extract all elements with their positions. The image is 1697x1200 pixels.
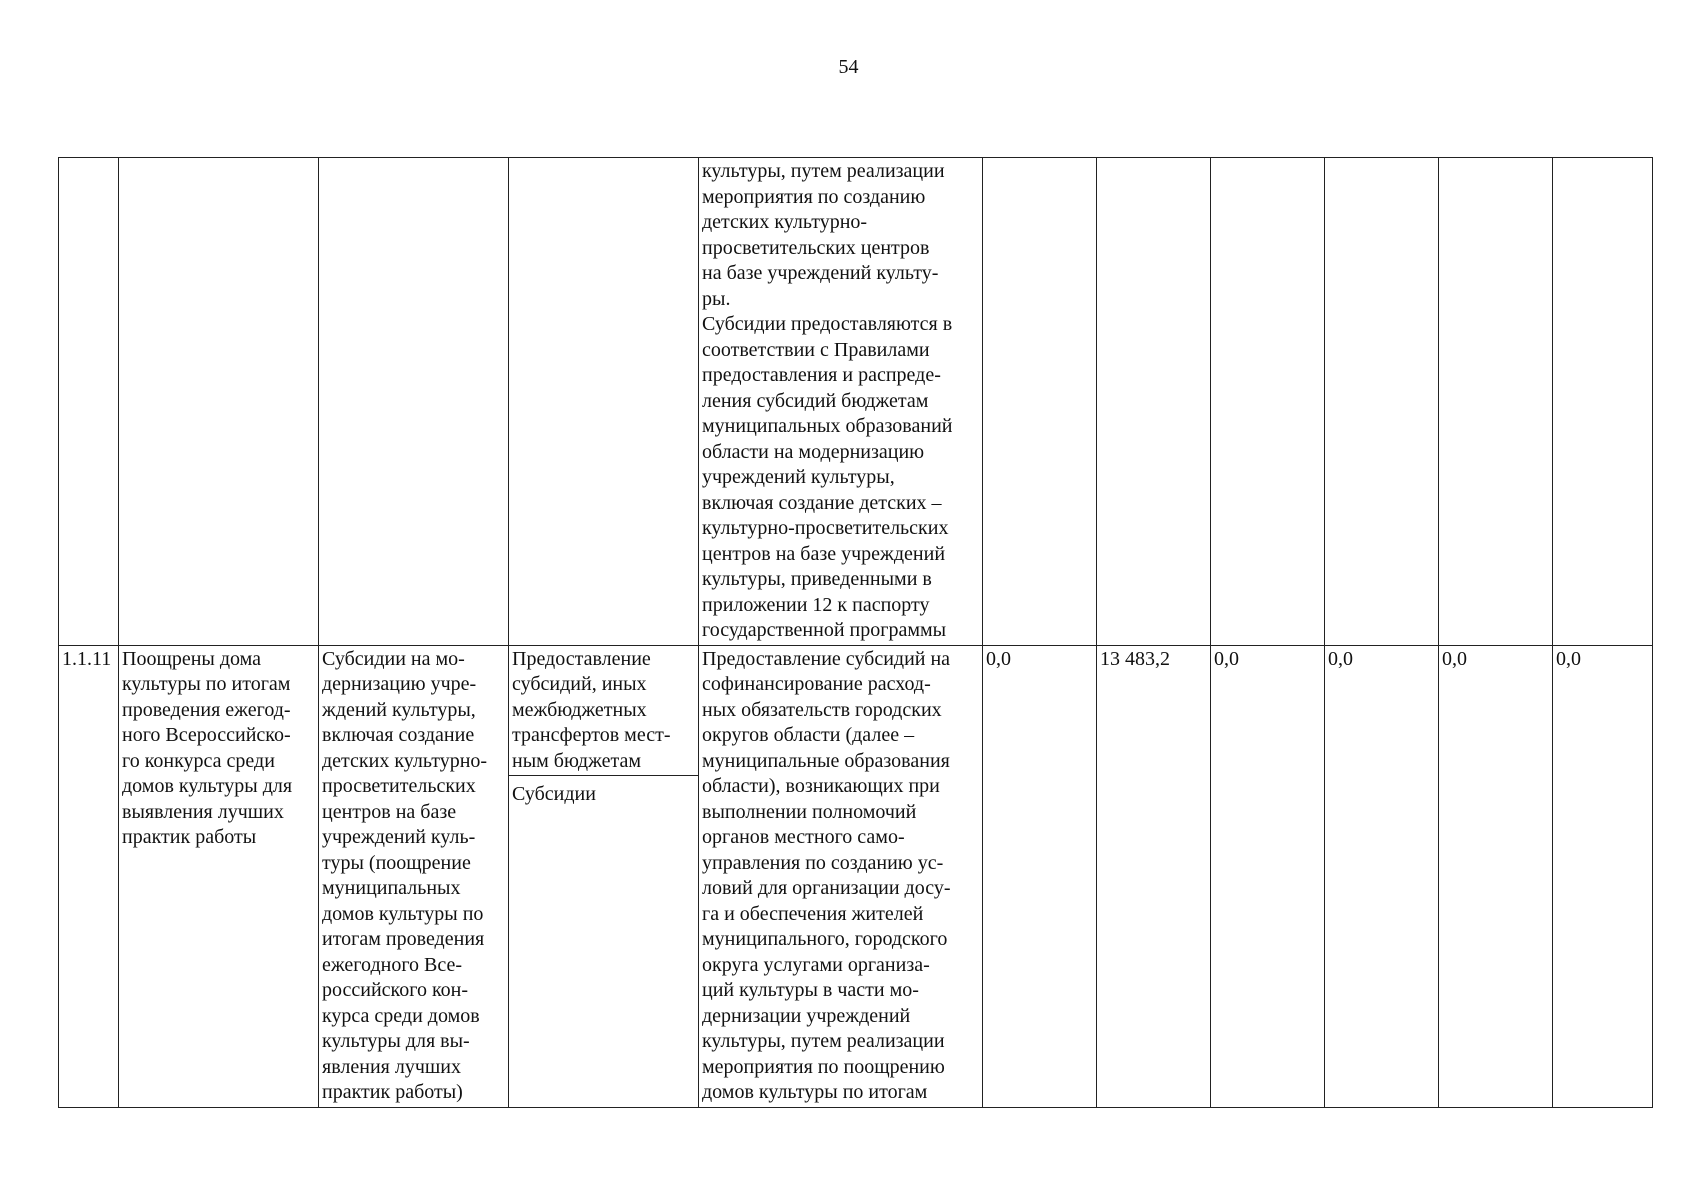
page-number: 54 [838,56,859,78]
description-cell: Субсидии на мо- дернизацию учре- ждений культуры, включая создание детских культурно- просветительских центров на базе учреждений куль- туры (поощрение муниципальных домов культуры по итогам проведения ежегодного Все- российского кон- курса среди домов культуры для вы- явления лучших практик работы) [319,645,509,1107]
type-cell [509,645,699,1107]
value-cell: 13 483,2 [1097,645,1211,1107]
budget-table [58,157,1653,1108]
value-cell: 0,0 [1439,645,1553,1107]
cell-empty [59,158,119,646]
table-row [59,158,1653,646]
cell-empty [319,158,509,646]
type-sub-text: Субсидии [512,783,596,805]
cell-empty [509,158,699,646]
cell-empty [1211,158,1325,646]
cell-empty [1553,158,1653,646]
continuation-note-cell: культуры, путем реализации мероприятия по созданию детских культурно- просветительских центров на базе учреждений культу- ры. Субсидии предоставляются в соответствии с Правилами предоставления и распреде- ления субсидий бюджетам муниципальных образований области на модернизацию учреждений культуры, включая создание детских – культурно-просветительских центров на базе учреждений культуры, приведенными в приложении 12 к паспорту государственной программы [699,158,983,646]
note-cell: Предоставление субсидий на софинансирование расход- ных обязательств городских округов области (далее – муниципальные образования области), возникающих при выполнении полномочий органов местного само- управления по созданию ус- ловий для организации досу- га и обеспечения жителей муниципального, городского округа услугами организа- ций культуры в части мо- дернизации учреждений культуры, путем реализации мероприятия по поощрению домов культуры по итогам [699,645,983,1107]
result-name-cell: Поощрены дома культуры по итогам проведения ежегод- ного Всероссийско- го конкурса среди домов культуры для выявления лучших практик работы [119,645,319,1107]
cell-empty [983,158,1097,646]
value-cell: 0,0 [983,645,1097,1107]
type-main-text: Предоставление субсидий, иных межбюджетных трансфертов мест- ным бюджетам [509,646,698,777]
table-row [59,645,1653,1107]
cell-empty [119,158,319,646]
value-cell: 0,0 [1211,645,1325,1107]
value-cell: 0,0 [1553,645,1653,1107]
cell-empty [1325,158,1439,646]
value-cell: 0,0 [1325,645,1439,1107]
cell-empty [1439,158,1553,646]
cell-empty [1097,158,1211,646]
row-number-cell: 1.1.11 [59,645,119,1107]
